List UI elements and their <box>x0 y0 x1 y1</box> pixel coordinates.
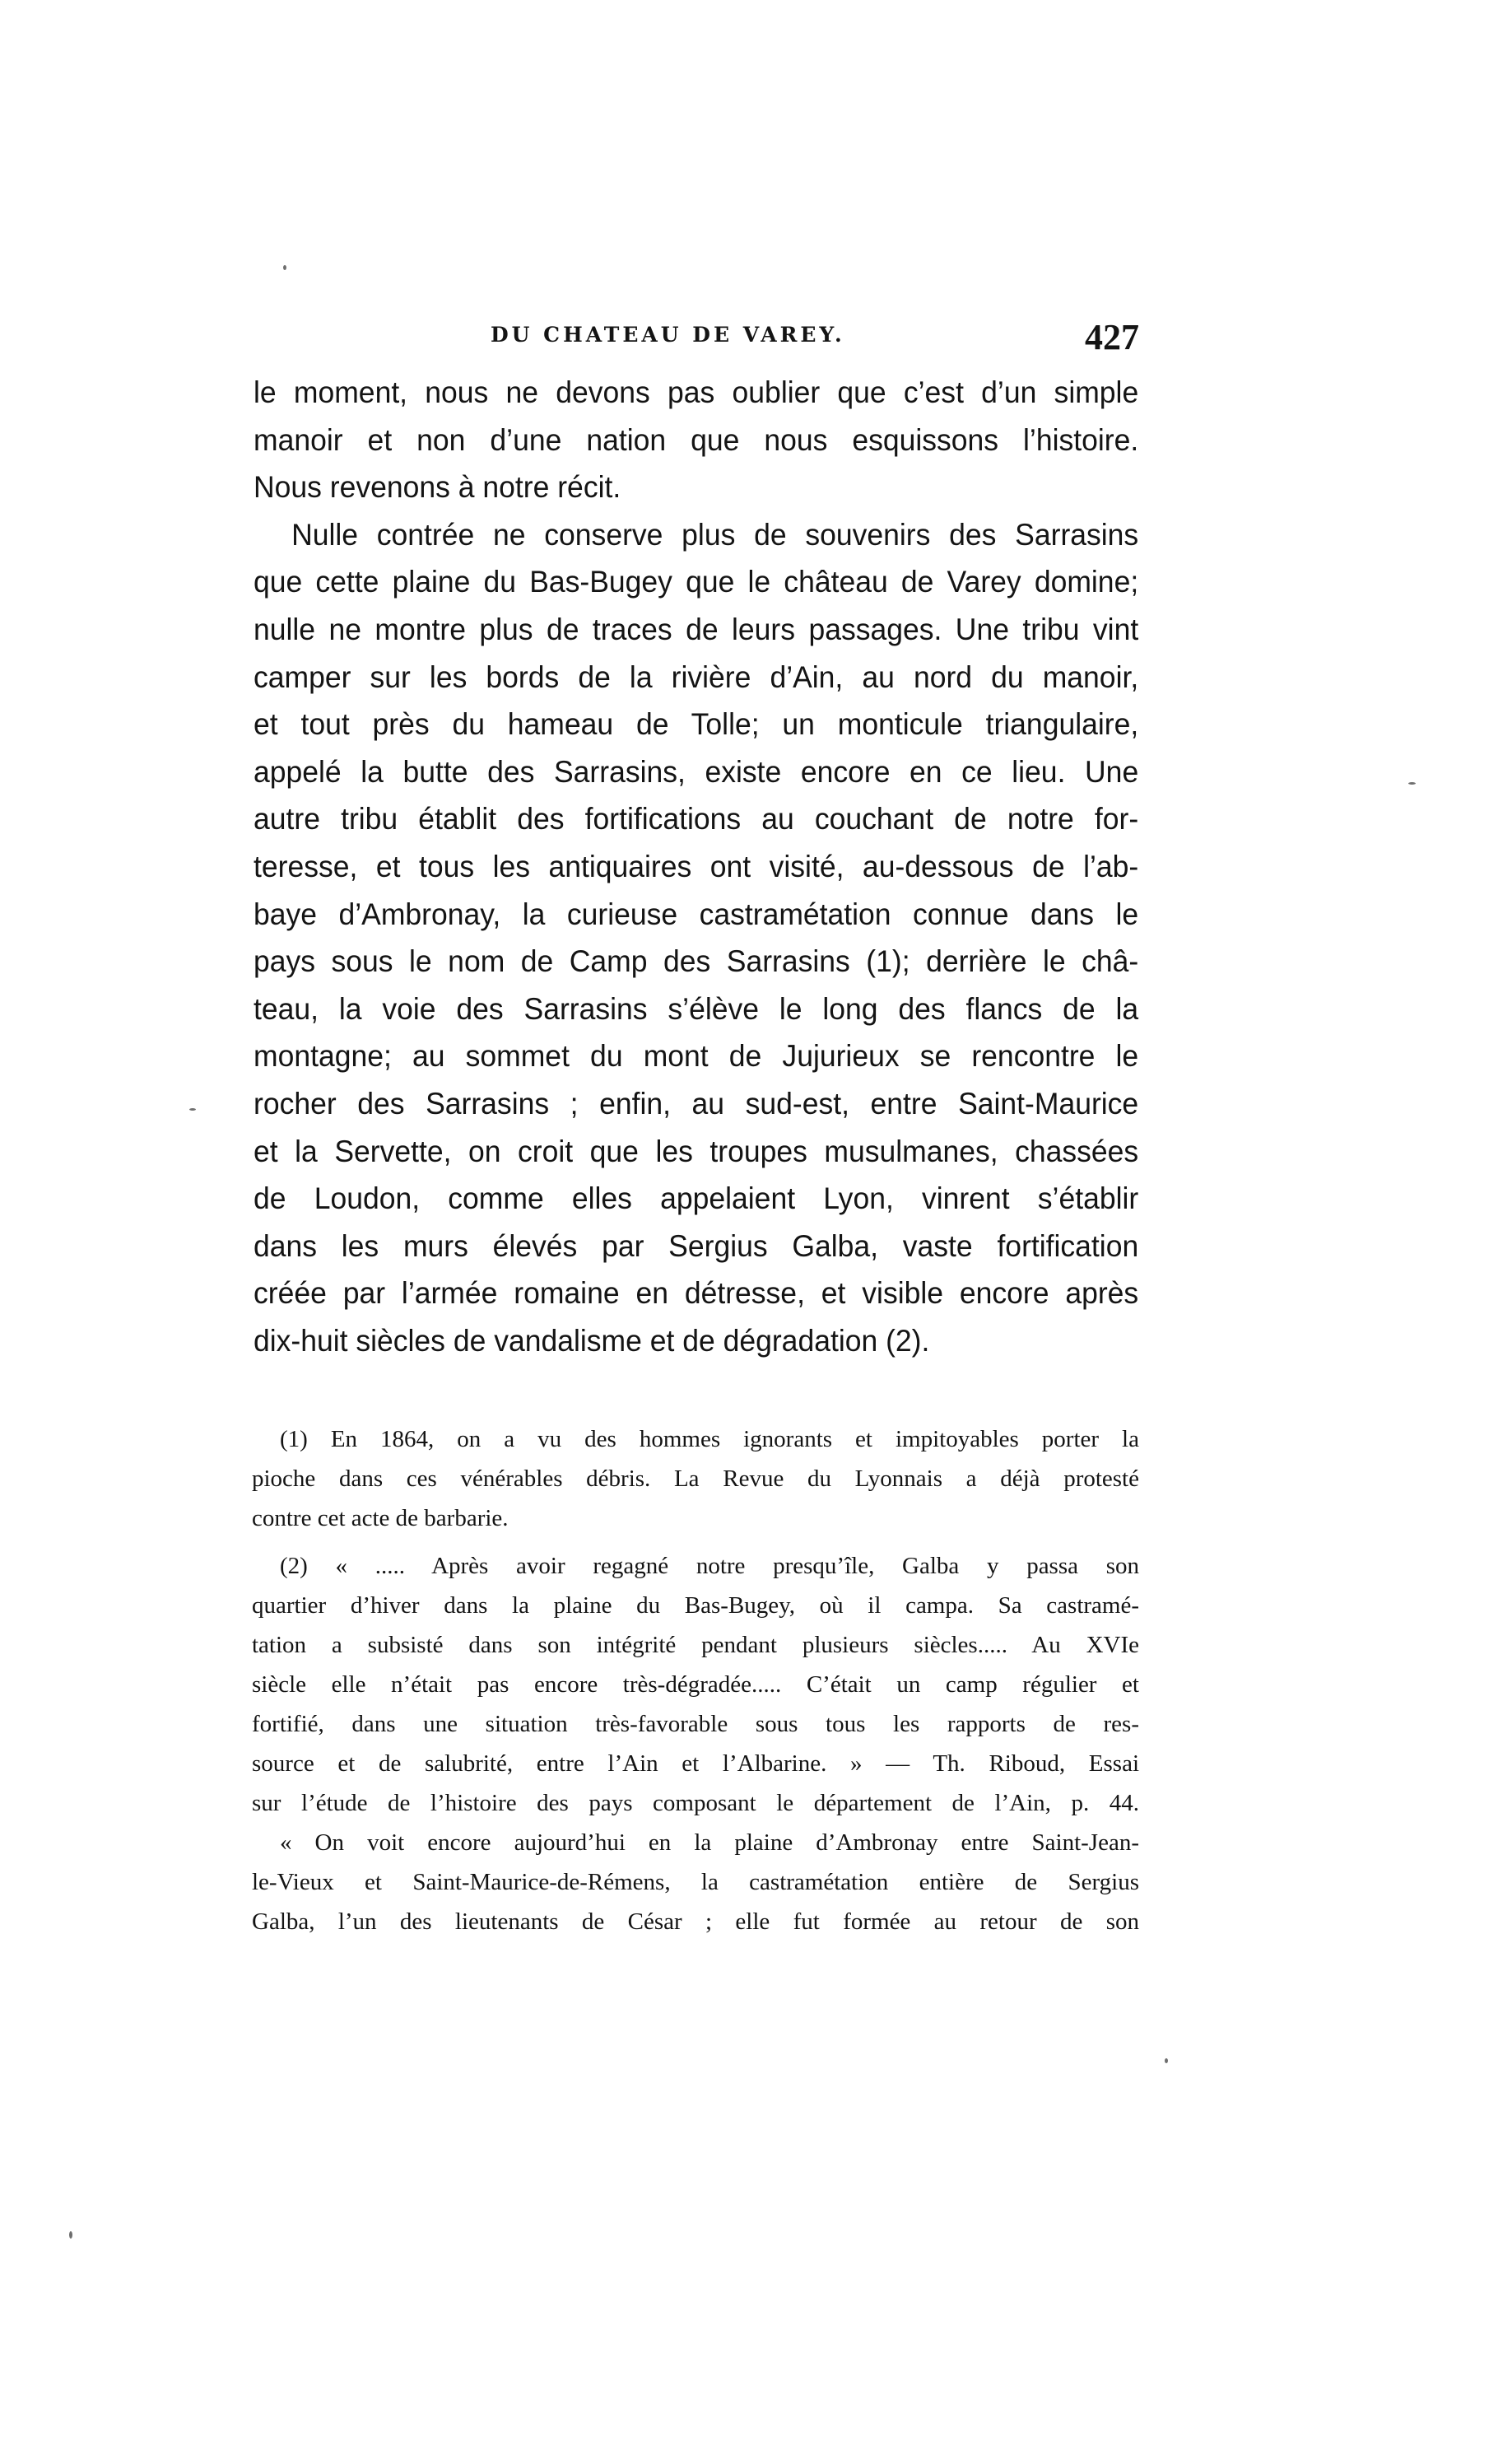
main-text <box>254 369 1139 1364</box>
body-line: rocher des Sarrasins ; enfin, au sud-est, entre Saint-Maurice <box>254 1086 1139 1121</box>
body-line: le moment, nous ne devons pas oublier que c’est d’un simple <box>254 375 1139 409</box>
footnote-line: le-Vieux et Saint-Maurice-de-Rémens, la castramétation entière de Sergius <box>252 1869 1139 1895</box>
body-line: camper sur les bords de la rivière d’Ain, au nord du manoir, <box>254 659 1139 694</box>
scan-speck <box>189 1108 196 1111</box>
footnote-line: source et de salubrité, entre l’Ain et l’Albarine. » — Th. Riboud, Essai <box>252 1750 1139 1777</box>
footnote-line: (1) En 1864, on a vu des hommes ignorants et impitoyables porter la <box>280 1426 1139 1452</box>
footnotes <box>252 1419 1139 1941</box>
footnote-line: siècle elle n’était pas encore très-dégradée..... C’était un camp régulier et <box>252 1671 1139 1698</box>
body-line: nulle ne montre plus de traces de leurs passages. Une tribu vint <box>254 612 1139 646</box>
footnote-line: « On voit encore aujourd’hui en la plaine d’Ambronay entre Saint-Jean- <box>280 1829 1139 1856</box>
footnote-line: fortifié, dans une situation très-favorable sous tous les rapports de res- <box>252 1711 1139 1737</box>
body-line: teresse, et tous les antiquaires ont visité, au-dessous de l’ab- <box>254 849 1139 883</box>
body-line: baye d’Ambronay, la curieuse castramétation connue dans le <box>254 897 1139 931</box>
body-line: Nulle contrée ne conserve plus de souvenirs des Sarrasins <box>291 517 1139 552</box>
footnote-line: Galba, l’un des lieutenants de César ; elle fut formée au retour de son <box>252 1908 1139 1935</box>
footnote-line: quartier d’hiver dans la plaine du Bas-Bugey, où il campa. Sa castramé- <box>252 1592 1139 1619</box>
scan-speck <box>69 2231 72 2239</box>
page-number: 427 <box>1085 317 1139 357</box>
body-line: Nous revenons à notre récit. <box>254 470 621 505</box>
body-line: autre tribu établit des fortifications au couchant de notre for- <box>254 802 1139 836</box>
body-line: et la Servette, on croit que les troupes musulmanes, chassées <box>254 1134 1139 1168</box>
body-line: de Loudon, comme elles appelaient Lyon, vinrent s’établir <box>254 1181 1139 1216</box>
scan-speck <box>1408 782 1416 785</box>
body-line: dans les murs élevés par Sergius Galba, vaste fortification <box>254 1228 1139 1263</box>
scan-speck <box>1165 2058 1168 2063</box>
scan-speck <box>283 265 286 270</box>
body-line: appelé la butte des Sarrasins, existe encore en ce lieu. Une <box>254 754 1139 789</box>
body-line: que cette plaine du Bas-Bugey que le château de Varey domine; <box>254 565 1139 599</box>
footnote-line: pioche dans ces vénérables débris. La Revue du Lyonnais a déjà protesté <box>252 1465 1139 1492</box>
body-line: pays sous le nom de Camp des Sarrasins (1); derrière le châ- <box>254 944 1139 979</box>
body-line: montagne; au sommet du mont de Jujurieux se rencontre le <box>254 1039 1139 1074</box>
body-line: créée par l’armée romaine en détresse, et visible encore après <box>254 1276 1139 1311</box>
body-line: dix-huit siècles de vandalisme et de dégradation (2). <box>254 1323 930 1358</box>
footnote-line: tation a subsisté dans son intégrité pendant plusieurs siècles..... Au XVIe <box>252 1632 1139 1658</box>
body-line: manoir et non d’une nation que nous esquissons l’histoire. <box>254 422 1139 457</box>
body-line: et tout près du hameau de Tolle; un monticule triangulaire, <box>254 707 1139 742</box>
footnote-line: (2) « ..... Après avoir regagné notre presqu’île, Galba y passa son <box>280 1553 1139 1579</box>
footnote-line: contre cet acte de barbarie. <box>252 1505 509 1531</box>
body-line: teau, la voie des Sarrasins s’élève le long des flancs de la <box>254 991 1139 1026</box>
footnote-line: sur l’étude de l’histoire des pays composant le département de l’Ain, p. 44. <box>252 1790 1139 1816</box>
running-header <box>491 317 1139 366</box>
running-title: DU CHATEAU DE VAREY. <box>491 323 845 347</box>
